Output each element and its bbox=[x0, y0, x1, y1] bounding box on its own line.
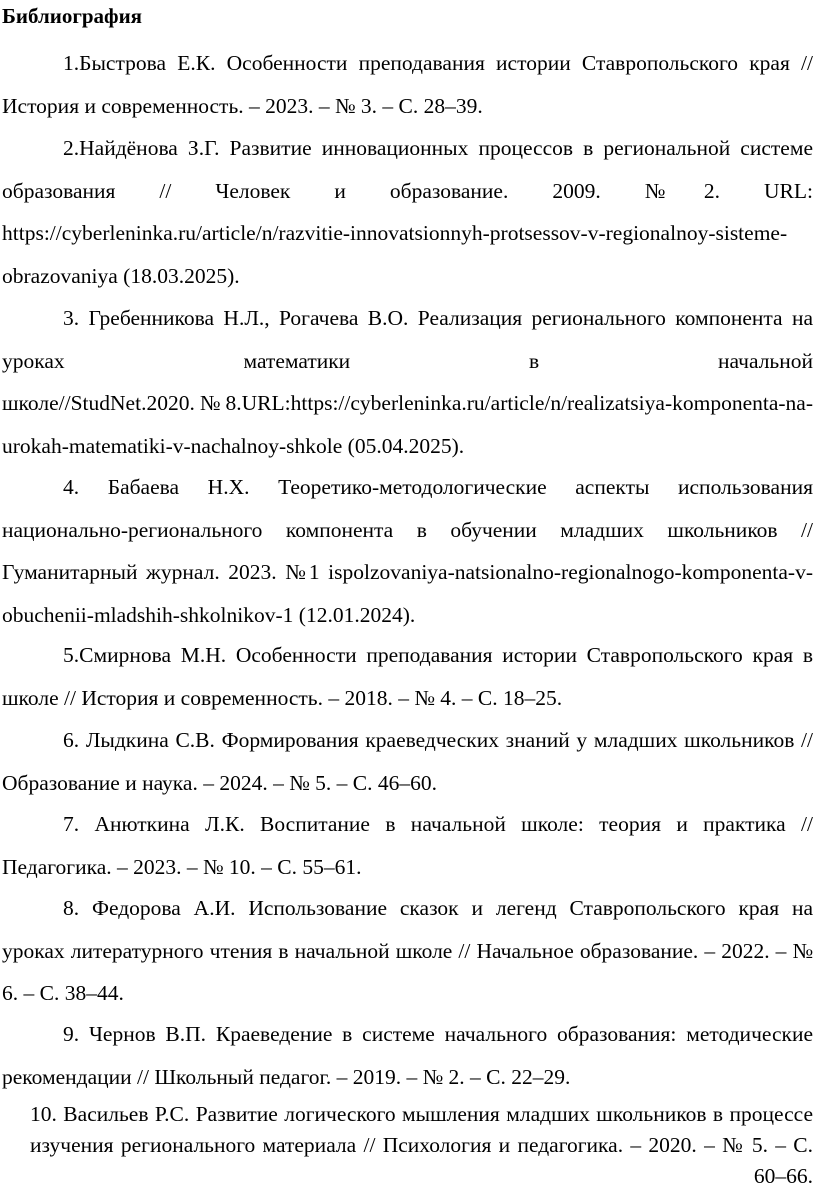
bibliography-entry-4: 4. Бабаева Н.Х. Теоретико-методологические аспекты использования национально-регионального компонента в обучении младших школьников // Гуманитарный журнал. 2023. №1 ispolzovaniya-natsionalno-regionalnogo-komponenta-v-obuchenii-mladshih-shkolnikov-1 (12.01.2024). bbox=[2, 475, 813, 627]
bibliography-entry-2: 2.Найдёнова З.Г. Развитие инновационных процессов в региональной системе образования // Человек и образование. 2009. №2. URL: https://cyberleninka.ru/article/n/razvitie-innovatsionnyh-protsessov-v-regionalnoy-sisteme-obrazovaniya (18.03.2025). bbox=[2, 136, 813, 288]
bibliography-entry-3: 3. Гребенникова Н.Л., Рогачева В.О. Реализация регионального компонента на уроках математики в начальной школе//StudNet.2020.№8.URL:https://cyberleninka.ru/article/n/realizatsiya-komponenta-na-urokah-matematiki-v-nachalnoy-shkole (05.04.2025). bbox=[2, 306, 813, 458]
bibliography-entry-7: 7. Анюткина Л.К. Воспитание в начальной школе: теория и практика // Педагогика. – 2023. – № 10. – С. 55–61. bbox=[2, 812, 813, 879]
bibliography-entry-10: 10. Васильев Р.С. Развитие логического мышления младших школьников в процессе изучения регионального материала // Психология и педагогика. – 2020. – № 5. – С. 60–66. bbox=[30, 1102, 813, 1188]
bibliography-entry-5: 5.Смирнова М.Н. Особенности преподавания истории Ставропольского края в школе // История и современность. – 2018. – № 4. – С. 18–25. bbox=[2, 643, 813, 710]
bibliography-heading: Библиография bbox=[2, 4, 143, 28]
bibliography-entry-9: 9. Чернов В.П. Краеведение в системе начального образования: методические рекомендации // Школьный педагог. – 2019. – № 2. – С. 22–29. bbox=[2, 1022, 813, 1089]
bibliography-entry-6: 6. Лыдкина С.В. Формирования краеведческих знаний у младших школьников // Образование и наука. – 2024. – № 5. – С. 46–60. bbox=[2, 728, 813, 795]
bibliography-entry-1: 1.Быстрова Е.К. Особенности преподавания истории Ставропольского края // История и современность. – 2023. – № 3. – С. 28–39. bbox=[2, 51, 813, 118]
bibliography-entry-8: 8. Федорова А.И. Использование сказок и легенд Ставропольского края на уроках литературного чтения в начальной школе // Начальное образование. – 2022. – № 6. – С. 38–44. bbox=[2, 896, 813, 1006]
